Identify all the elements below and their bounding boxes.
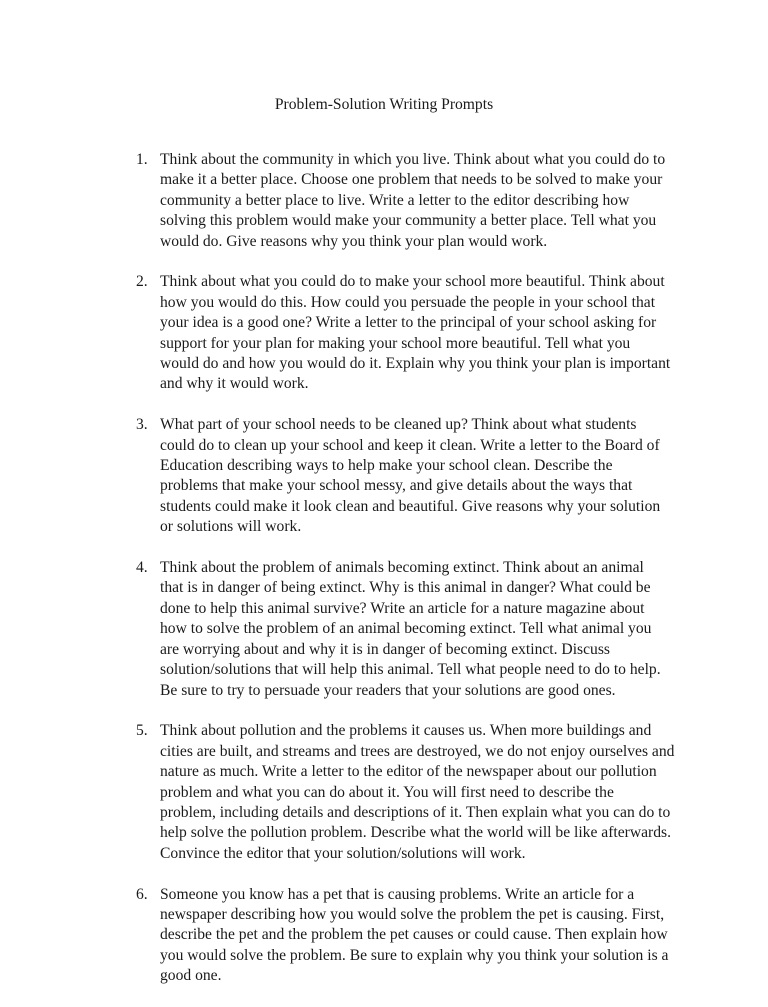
prompt-item bbox=[136, 150, 736, 252]
prompt-text: Someone you know has a pet that is causing problems. Write an article for a newspaper describing how you would solve the problem the pet is causing. First, describe the pet and the problem the pet causes or could cause. Then explain how you would solve the problem. Be sure to explain why you think your solution is a good one. bbox=[160, 885, 669, 985]
prompt-text: Think about the problem of animals becoming extinct. Think about an animal that is in danger of being extinct. Why is this animal in danger? What could be done to help this animal survive? Write an article for a nature magazine about how to solve the problem of an animal becoming extinct. Tell what animal you are worrying about and why it is in danger of becoming extinct. Discuss solution/solutions that will help this animal. Tell what people need to do to help. Be sure to try to persuade your readers that your solutions are good ones. bbox=[160, 559, 661, 699]
prompt-text: Think about pollution and the problems it causes us. When more buildings and cities are built, and streams and trees are destroyed, we do not enjoy ourselves and nature as much. Write a letter to the editor of the newspaper about our pollution problem and what you can do about it. You will first need to describe the problem, including details and descriptions of it. Then explain what you can do to help solve the pollution problem. Describe what the world will be like afterwards. Convince the editor that your solution/solutions will work. bbox=[160, 722, 675, 862]
prompt-text: Think about what you could do to make your school more beautiful. Think about how you would do this. How could you persuade the people in your school that your idea is a good one? Write a letter to the principal of your school asking for support for your plan for making your school more beautiful. Tell what you would do and how you would do it. Explain why you think your plan is important and why it would work. bbox=[160, 273, 671, 393]
prompt-text: Think about the community in which you live. Think about what you could do to make it a better place. Choose one problem that needs to be solved to make your community a better place to live. Write a letter to the editor describing how solving this problem would make your community a better place. Tell what you would do. Give reasons why you think your plan would work. bbox=[160, 151, 666, 250]
prompt-item bbox=[136, 558, 736, 701]
prompt-item bbox=[136, 415, 736, 537]
prompt-number: 4. bbox=[136, 559, 148, 577]
prompt-number: 1. bbox=[136, 151, 148, 168]
prompt-list bbox=[136, 150, 736, 1007]
prompt-text: What part of your school needs to be cleaned up? Think about what students could do to clean up your school and keep it clean. Write a letter to the Board of Education describing ways to help make your school clean. Describe the problems that make your school messy, and give details about the ways that students could make it look clean and beautiful. Give reasons why your solution or solutions will work. bbox=[160, 416, 661, 536]
prompt-number: 6. bbox=[136, 885, 148, 903]
prompt-number: 5. bbox=[136, 722, 148, 740]
prompt-item bbox=[136, 272, 736, 394]
prompt-number: 2. bbox=[136, 273, 148, 291]
prompt-item bbox=[136, 721, 736, 864]
prompt-number: 3. bbox=[136, 416, 148, 434]
document-title: Problem-Solution Writing Prompts bbox=[274, 96, 494, 113]
prompt-item bbox=[136, 885, 736, 987]
